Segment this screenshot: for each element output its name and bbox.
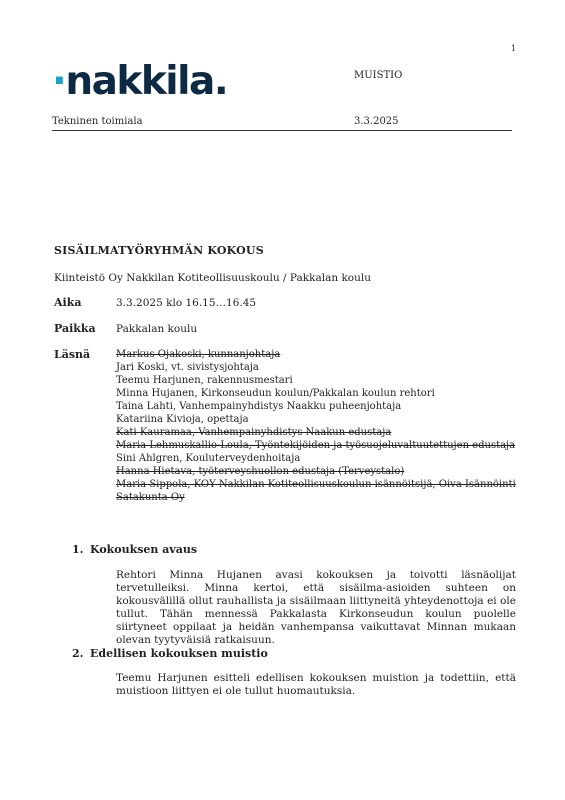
header-line <box>52 116 512 131</box>
attendee: Hanna Hietava, työterveyshuollon edustaja (Terveystalo) <box>116 466 405 477</box>
attendee-list <box>116 348 526 504</box>
page-number: 1 <box>511 44 517 53</box>
attendee: Minna Hujanen, Kirkonseudun koulun/Pakkalan koulun rehtori <box>116 388 435 399</box>
section-title: Edellisen kokouksen muistio <box>90 647 268 660</box>
attendee: Sini Ahlgren, Kouluterveydenhoitaja <box>116 453 301 464</box>
section-heading <box>72 543 197 556</box>
attendees-label: Läsnä <box>54 348 91 361</box>
attendee: Teemu Harjunen, rakennusmestari <box>116 375 293 386</box>
attendee: Maria Sippola, KOY Nakkilan Kotiteollisuuskoulun isännöitsijä, Oiva Isännöinti Satakunta Oy <box>116 479 516 503</box>
place-label: Paikka <box>54 322 96 335</box>
document-type: MUISTIO <box>354 70 403 81</box>
section-title: Kokouksen avaus <box>90 543 198 556</box>
place-value: Pakkalan koulu <box>116 323 198 335</box>
time-label: Aika <box>54 296 82 309</box>
attendee: Katariina Kivioja, opettaja <box>116 414 249 425</box>
logo-wordmark: nakkila. <box>65 59 228 104</box>
attendee: Jari Koski, vt. sivistysjohtaja <box>116 362 259 373</box>
attendee: Kati Kauramaa, Vanhempainyhdistys Naakun edustaja <box>116 427 392 438</box>
attendee: Markus Ojakoski, kunnanjohtaja <box>116 349 281 360</box>
nakkila-logo <box>52 59 228 104</box>
section-body: Teemu Harjunen esitteli edellisen kokouksen muistion ja todettiin, että muistioon liittyen ei ole tullut huomautuksia. <box>116 672 516 697</box>
meeting-title: SISÄILMATYÖRYHMÄN KOKOUS <box>54 244 264 257</box>
section-heading <box>72 647 268 660</box>
meeting-subtitle: Kiinteistö Oy Nakkilan Kotiteollisuuskoulu / Pakkalan koulu <box>54 272 372 284</box>
department: Tekninen toimiala <box>52 116 143 127</box>
section-number: 1. <box>72 543 84 556</box>
section-body: Rehtori Minna Hujanen avasi kokouksen ja toivotti läsnäolijat tervetulleiksi. Minna kertoi, että sisäilma-asioiden suhteen on kokousvälillä ollut rauhallista ja sisäilmaan liittyneitä yhteydenottoja ei ole tullut. Tähän mennessä Pakkalasta Kirkonseudun koulun puolelle siirtyneet oppilaat ja heidän vanhempansa vaikuttavat Minnan mukaan olevan tyytyväisiä ratkaisuun. <box>116 569 516 646</box>
section-number: 2. <box>72 647 84 660</box>
document-date: 3.3.2025 <box>354 116 399 127</box>
attendee: Taina Lahti, Vanhempainyhdistys Naakku puheenjohtaja <box>116 401 402 412</box>
logo-dot: · <box>52 59 66 104</box>
attendee: Maria Lehmuskallio-Loula, Työntekijöiden ja työsuojeluvaltuutettujen edustaja <box>116 440 516 451</box>
time-value: 3.3.2025 klo 16.15…16.45 <box>116 297 257 309</box>
